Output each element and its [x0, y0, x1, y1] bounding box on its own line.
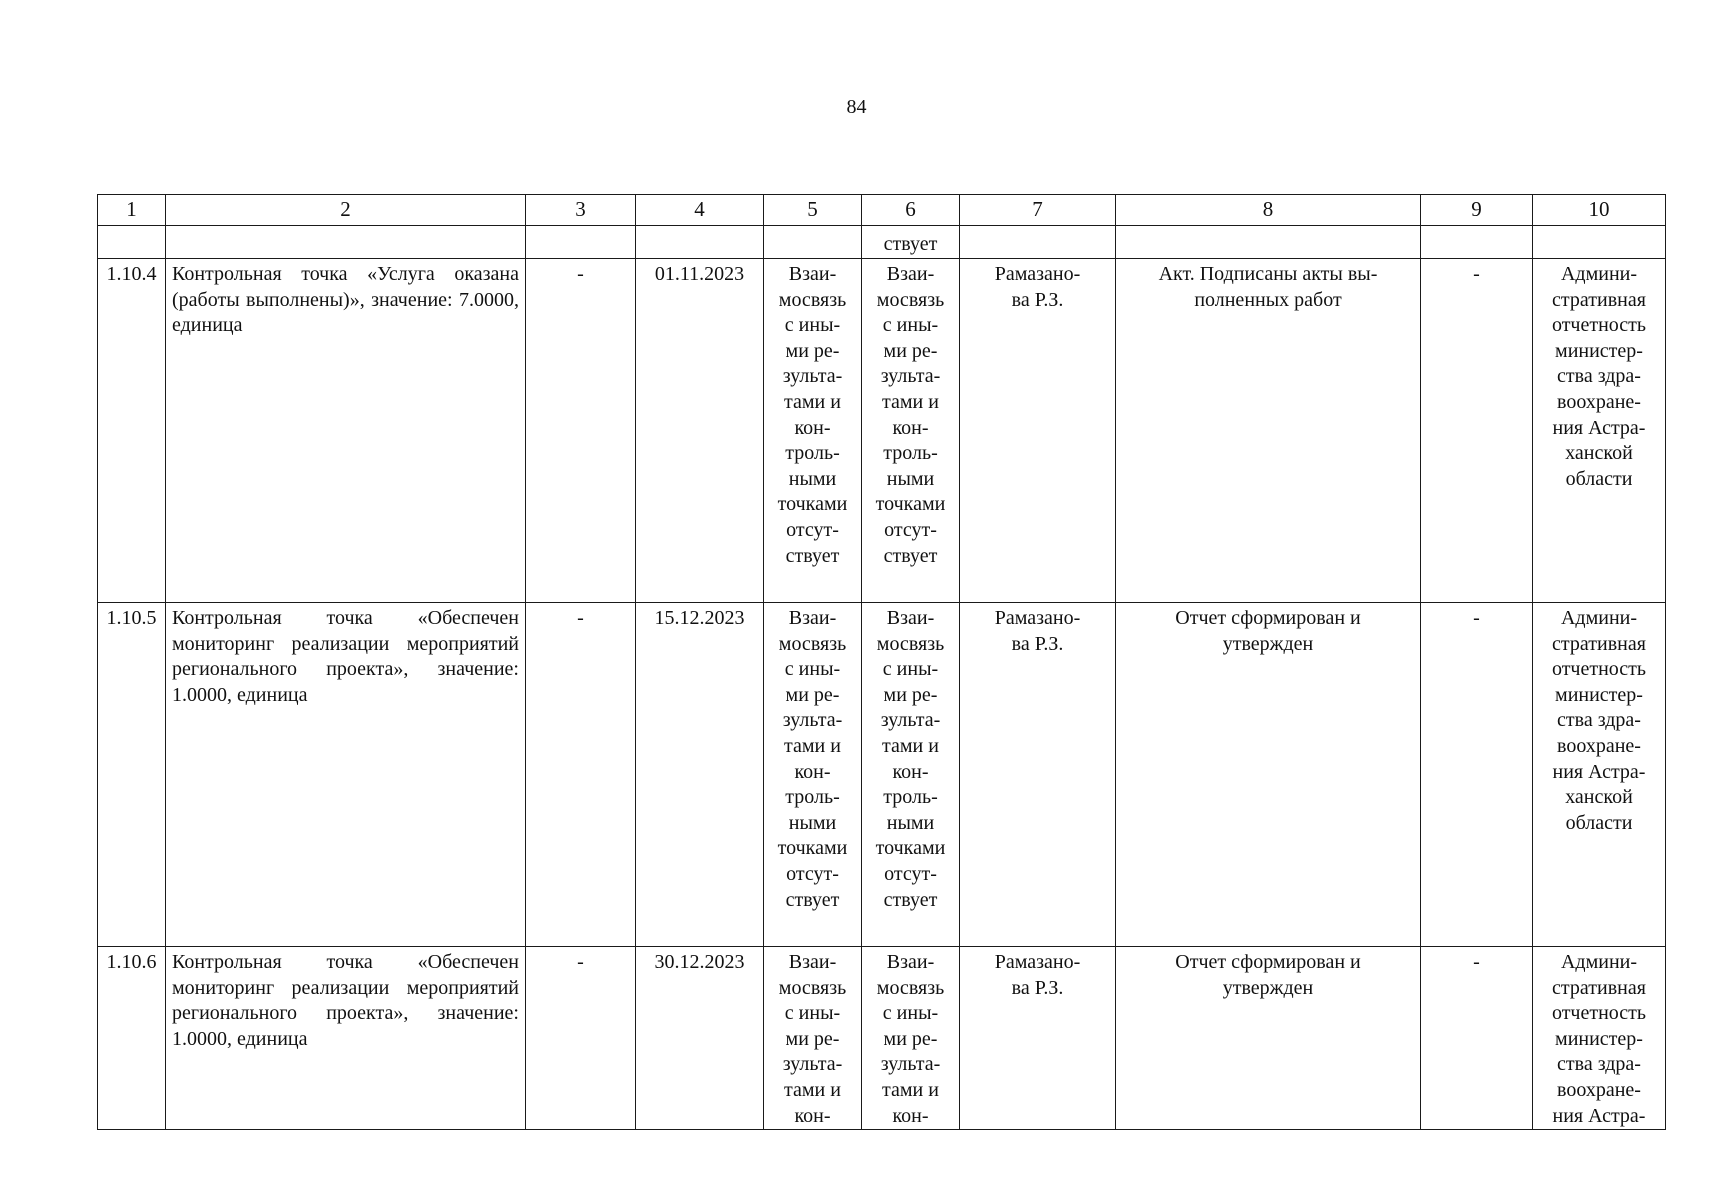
column-9-value: - [1421, 259, 1533, 603]
cell-line: тами и [784, 734, 841, 757]
cell-line: ными [788, 467, 837, 490]
column-3-value: - [526, 259, 636, 603]
cell-line: министер- [1555, 339, 1643, 362]
table-row [98, 947, 1666, 1130]
empty-cell [98, 226, 166, 259]
row-number: 1.10.6 [98, 947, 166, 1130]
column-number: 9 [1421, 195, 1533, 226]
cell-line: Рамазано- [994, 607, 1081, 629]
cell-line: ми ре- [883, 339, 938, 362]
checkpoint-name: Контрольная точка «Услуга оказана (работы выполнены)», значение: 7.0000, единица [166, 259, 526, 603]
cell-line: Взаи- [788, 607, 837, 629]
column-number: 7 [960, 195, 1116, 226]
cell-line: точками [777, 493, 848, 516]
cell-line: воохране- [1557, 390, 1641, 413]
checkpoint-name: Контрольная точка «Обеспечен мониторинг реализации мероприятий регионального проекта», значение: 1.0000, единица [166, 947, 526, 1130]
column-number: 6 [862, 195, 960, 226]
column-9-value: - [1421, 603, 1533, 947]
column-number: 8 [1116, 195, 1421, 226]
empty-cell [960, 226, 1116, 259]
cell-line: точками [875, 493, 946, 516]
cell-line: троль- [883, 786, 938, 809]
cell-line: ства здра- [1557, 709, 1641, 732]
cell-line: стративная [1552, 976, 1646, 999]
cell-line: кон- [892, 1104, 929, 1127]
empty-cell [1421, 226, 1533, 259]
empty-cell [764, 226, 862, 259]
cell-line: ва Р.З. [1011, 288, 1064, 311]
table-row [98, 603, 1666, 947]
cell-line: Взаи- [886, 607, 935, 629]
column-3-value: - [526, 603, 636, 947]
cell-line: области [1565, 811, 1633, 834]
cell-line: ными [886, 811, 935, 834]
cell-line: Админи- [1560, 607, 1638, 629]
cell-line: отсут- [884, 518, 937, 541]
cell-line: Рамазано- [994, 951, 1081, 973]
cell-line: воохране- [1557, 734, 1641, 757]
cell-line: троль- [785, 786, 840, 809]
empty-cell [166, 226, 526, 259]
cell-line: с ины- [882, 658, 939, 681]
cell-line: ствует [883, 544, 938, 567]
cell-line: отсут- [786, 518, 839, 541]
cell-line: зульта- [880, 709, 941, 732]
cell-line: воохране- [1557, 1078, 1641, 1101]
cell-line: ва Р.З. [1011, 976, 1064, 999]
cell-line: кон- [794, 760, 831, 783]
cell-line: мосвязь [778, 976, 847, 999]
cell-line: Админи- [1560, 263, 1638, 285]
cell-line: ства здра- [1557, 365, 1641, 388]
information-source [1533, 947, 1666, 1130]
cell-line: зульта- [880, 1053, 941, 1076]
successor-links [862, 259, 960, 603]
cell-line: зульта- [880, 365, 941, 388]
cell-line: ствует [785, 888, 840, 911]
deadline-date: 15.12.2023 [636, 603, 764, 947]
column-number: 4 [636, 195, 764, 226]
cell-line: тами и [882, 390, 939, 413]
cell-line: отсут- [884, 862, 937, 885]
cell-line: кон- [794, 416, 831, 439]
cell-line: утвержден [1222, 976, 1314, 999]
deadline-date: 01.11.2023 [636, 259, 764, 603]
cell-line: кон- [794, 1104, 831, 1127]
cell-line: отчетность [1551, 658, 1647, 681]
cell-line: ми ре- [785, 339, 840, 362]
cell-line: мосвязь [876, 976, 945, 999]
cell-line: ми ре- [785, 1027, 840, 1050]
cell-line: мосвязь [778, 632, 847, 655]
cell-line: Рамазано- [994, 263, 1081, 285]
column-number: 3 [526, 195, 636, 226]
cell-line: зульта- [782, 365, 843, 388]
page-number: 84 [846, 96, 867, 118]
predecessor-links [764, 947, 862, 1130]
cell-line: ствует [785, 544, 840, 567]
column-number-row [98, 195, 1666, 226]
checkpoint-name: Контрольная точка «Обеспечен мониторинг реализации мероприятий регионального проекта», значение: 1.0000, единица [166, 603, 526, 947]
predecessor-links [764, 603, 862, 947]
cell-line: области [1565, 467, 1633, 490]
cell-line: ми ре- [785, 683, 840, 706]
empty-cell [636, 226, 764, 259]
cell-line: Отчет сформирован и [1175, 951, 1361, 973]
cell-line: Взаи- [886, 263, 935, 285]
cell-line: Акт. Подписаны акты вы- [1158, 263, 1378, 285]
cell-line: министер- [1555, 1027, 1643, 1050]
row-number: 1.10.5 [98, 603, 166, 947]
cell-line: с ины- [882, 314, 939, 337]
cell-line: зульта- [782, 709, 843, 732]
responsible-person [960, 947, 1116, 1130]
cell-line: Отчет сформирован и [1175, 607, 1361, 629]
result-description [1116, 603, 1421, 947]
continuation-text: ствует [862, 226, 960, 259]
cell-line: ными [788, 811, 837, 834]
cell-line: с ины- [882, 1002, 939, 1025]
cell-line: ными [886, 467, 935, 490]
column-number: 2 [166, 195, 526, 226]
cell-line: кон- [892, 760, 929, 783]
deadline-date: 30.12.2023 [636, 947, 764, 1130]
cell-line: с ины- [784, 658, 841, 681]
successor-links [862, 947, 960, 1130]
cell-line: ханской [1565, 786, 1633, 809]
information-source [1533, 259, 1666, 603]
column-9-value: - [1421, 947, 1533, 1130]
cell-line: мосвязь [876, 288, 945, 311]
cell-line: ми ре- [883, 1027, 938, 1050]
cell-line: ния Астра- [1552, 1104, 1646, 1127]
cell-line: троль- [883, 442, 938, 465]
plan-table [97, 194, 1666, 1130]
cell-line: отчетность [1551, 314, 1647, 337]
cell-line: тами и [784, 1078, 841, 1101]
cell-line: точками [875, 837, 946, 860]
column-3-value: - [526, 947, 636, 1130]
cell-line: стративная [1552, 632, 1646, 655]
column-number: 5 [764, 195, 862, 226]
successor-links [862, 603, 960, 947]
table-row [98, 259, 1666, 603]
responsible-person [960, 603, 1116, 947]
cell-line: Админи- [1560, 951, 1638, 973]
cell-line: с ины- [784, 314, 841, 337]
cell-line: с ины- [784, 1002, 841, 1025]
cell-line: кон- [892, 416, 929, 439]
information-source [1533, 603, 1666, 947]
cell-line: тами и [882, 1078, 939, 1101]
cell-line: отчетность [1551, 1002, 1647, 1025]
cell-line: министер- [1555, 683, 1643, 706]
cell-line: отсут- [786, 862, 839, 885]
result-description [1116, 259, 1421, 603]
continuation-row [98, 226, 1666, 259]
cell-line: Взаи- [886, 951, 935, 973]
cell-line: ния Астра- [1552, 416, 1646, 439]
cell-line: тами и [784, 390, 841, 413]
empty-cell [526, 226, 636, 259]
result-description [1116, 947, 1421, 1130]
cell-line: зульта- [782, 1053, 843, 1076]
cell-line: мосвязь [778, 288, 847, 311]
cell-line: ми ре- [883, 683, 938, 706]
cell-line: ния Астра- [1552, 760, 1646, 783]
cell-line: тами и [882, 734, 939, 757]
cell-line: ствует [883, 888, 938, 911]
cell-line: утвержден [1222, 632, 1314, 655]
row-number: 1.10.4 [98, 259, 166, 603]
cell-line: ханской [1565, 442, 1633, 465]
cell-line: полненных работ [1194, 288, 1342, 311]
cell-line: стративная [1552, 288, 1646, 311]
column-number: 10 [1533, 195, 1666, 226]
predecessor-links [764, 259, 862, 603]
empty-cell [1533, 226, 1666, 259]
cell-line: Взаи- [788, 263, 837, 285]
empty-cell [1116, 226, 1421, 259]
cell-line: ва Р.З. [1011, 632, 1064, 655]
cell-line: ства здра- [1557, 1053, 1641, 1076]
cell-line: Взаи- [788, 951, 837, 973]
cell-line: мосвязь [876, 632, 945, 655]
cell-line: точками [777, 837, 848, 860]
responsible-person [960, 259, 1116, 603]
cell-line: троль- [785, 442, 840, 465]
column-number: 1 [98, 195, 166, 226]
